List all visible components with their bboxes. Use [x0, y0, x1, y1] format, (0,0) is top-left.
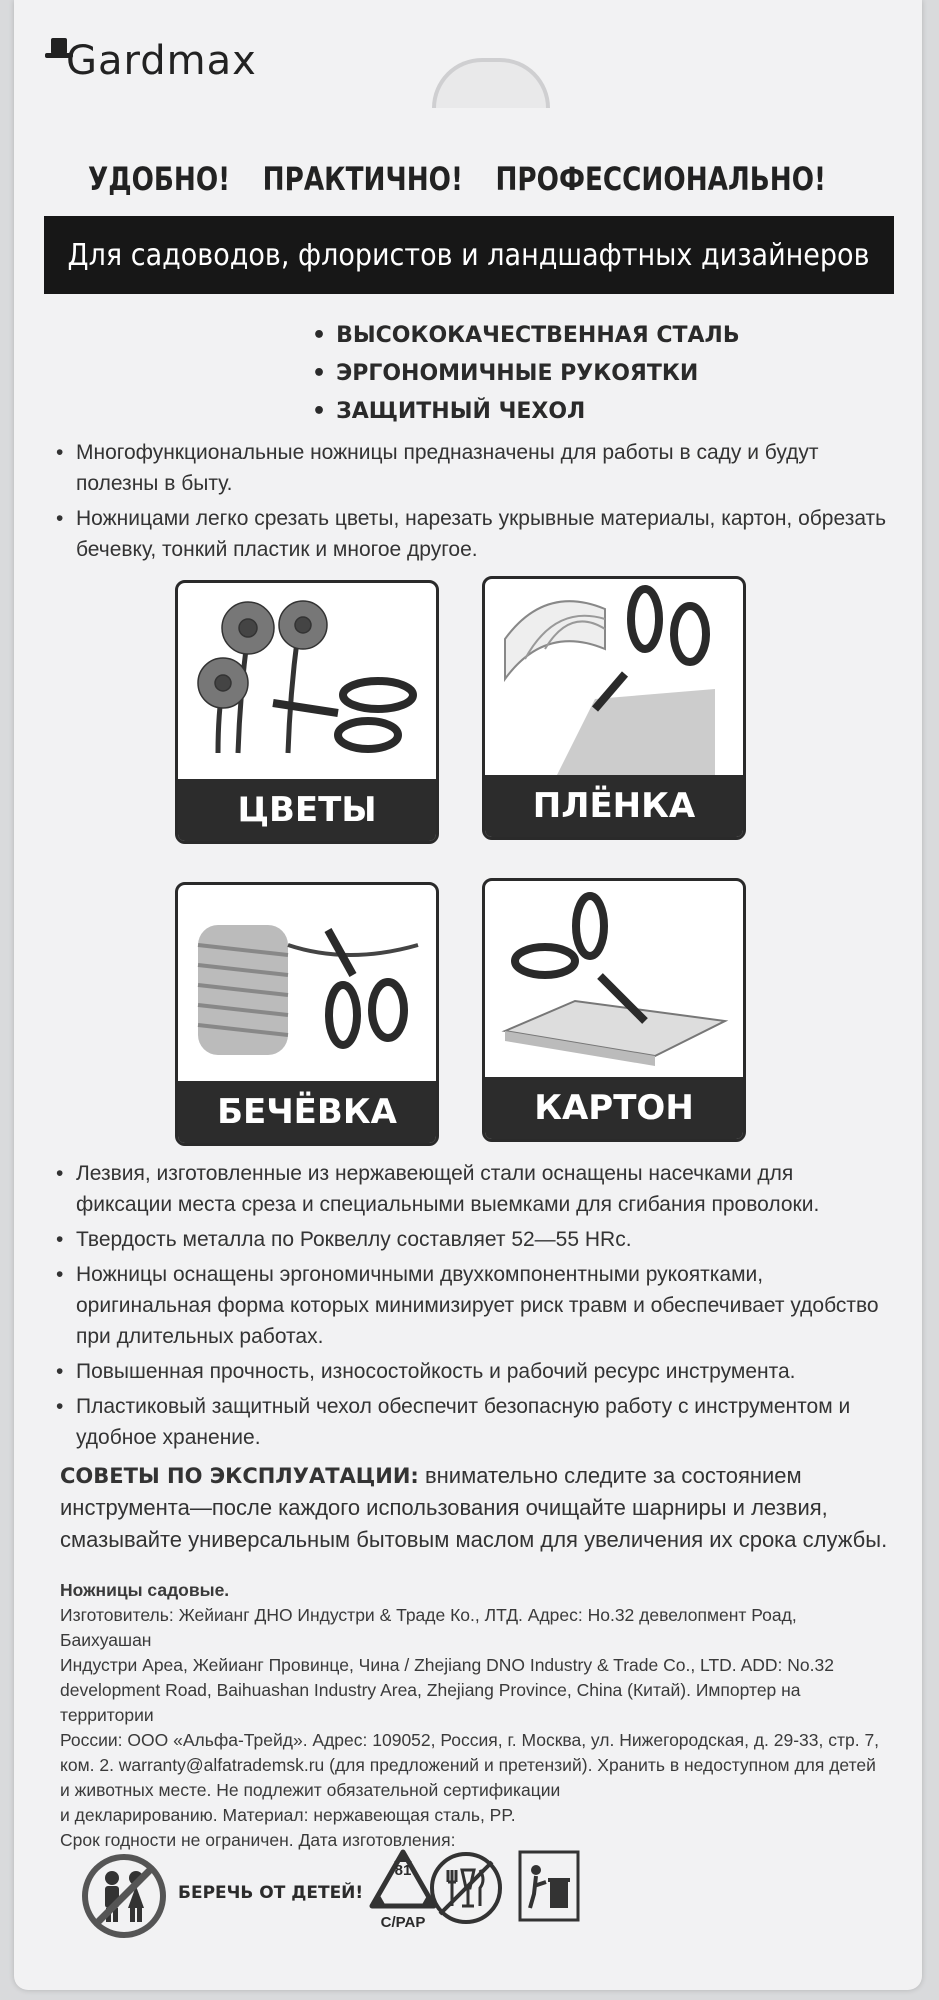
slogans	[88, 160, 826, 198]
list-item: • Лезвия, изготовленные из нержавеющей стали оснащены насечками для фиксации места среза и специальными выемками для сгибания проволоки.	[56, 1162, 820, 1216]
cardboard-scissors-icon	[485, 881, 743, 1081]
tile-label: БЕЧЁВКА	[178, 1081, 436, 1143]
tile-film	[482, 576, 746, 840]
fineprint-line: ком. 2. warranty@alfatrademsk.ru (для предложений и претензий). Хранить в недоступном для детей	[60, 1755, 876, 1775]
feature-item: • ЭРГОНОМИЧНЫЕ РУКОЯТКИ	[312, 354, 740, 392]
hang-hole	[432, 58, 550, 108]
feature-item: • ЗАЩИТНЫЙ ЧЕХОЛ	[312, 392, 740, 430]
list-item: • Ножницы оснащены эргономичными двухкомпонентными рукоятками, оригинальная форма которых минимизирует риск травм и обеспечивает удобство при длительных работах.	[56, 1263, 879, 1348]
list-item: • Многофункциональные ножницы предназначены для работы в саду и будут полезны в быту.	[56, 441, 819, 495]
list-item: • Твердость металла по Роквеллу составляет 52—55 HRc.	[56, 1228, 632, 1251]
fineprint-line: Индустри Ареа, Жейианг Провинце, Чина / Zhejiang DNO Industry & Trade Co., LTD. ADD: No.32	[60, 1655, 834, 1675]
tile-label: ЦВЕТЫ	[178, 779, 436, 841]
tile-label: ПЛЁНКА	[485, 775, 743, 837]
tips-text: внимательно следите за состоянием инструмента—после каждого использования очищайте шарниры и лезвия, смазывайте универсальным бытовым маслом для увеличения их срока службы.	[60, 1463, 888, 1552]
tile-label: КАРТОН	[485, 1077, 743, 1139]
fineprint-line: России: ООО «Альфа-Трейд». Адрес: 109052, Россия, г. Москва, ул. Нижегородская, д. 29-33, стр. 7,	[60, 1730, 880, 1750]
feature-item: • ВЫСОКОКАЧЕСТВЕННАЯ СТАЛЬ	[312, 316, 740, 354]
detail-bullets	[54, 1158, 894, 1457]
fineprint-line: и животных месте. Не подлежит обязательной сертификации	[60, 1780, 561, 1800]
audience-banner-text: Для садоводов, флористов и ландшафтных дизайнеров	[68, 237, 870, 273]
fineprint-line: Срок годности не ограничен. Дата изготовления:	[60, 1830, 456, 1850]
fineprint-line: Изготовитель: Жейианг ДНО Индустри & Траде Ко., ЛТД. Адрес: Но.32 девелопмент Роад, Баихуашан	[60, 1605, 797, 1650]
flowers-scissors-icon	[178, 583, 436, 783]
trash-bin-icon	[518, 1850, 580, 1927]
usage-tips	[60, 1460, 890, 1556]
brand-logo	[44, 36, 257, 84]
tile-flowers	[175, 580, 439, 844]
tile-cardboard	[482, 878, 746, 1142]
product-name: Ножницы садовые.	[60, 1580, 230, 1600]
feature-list	[312, 316, 740, 430]
no-children-icon	[78, 1850, 170, 1947]
slogan-professional: ПРОФЕССИОНАЛЬНО!	[495, 160, 826, 198]
twine-scissors-icon	[178, 885, 436, 1085]
slogan-practical: ПРАКТИЧНО!	[262, 160, 463, 198]
not-food-safe-icon	[428, 1850, 504, 1931]
keep-from-children-text: БЕРЕЧЬ ОТ ДЕТЕЙ!	[178, 1883, 364, 1903]
list-item: • Ножницами легко срезать цветы, нарезать укрывные материалы, картон, обрезать бечевку, тонкий пластик и многое другое.	[56, 507, 887, 561]
slogan-convenient: УДОБНО!	[88, 160, 231, 198]
recycle-material: C/PAP	[380, 1914, 426, 1931]
list-item: • Повышенная прочность, износостойкость и рабочий ресурс инструмента.	[56, 1360, 796, 1383]
list-item: • Пластиковый защитный чехол обеспечит безопасную работу с инструментом и удобное хранение.	[56, 1395, 851, 1449]
fineprint	[60, 1578, 890, 1853]
intro-bullets	[54, 437, 894, 569]
fineprint-line: и декларированию. Материал: нержавеющая сталь, PP.	[60, 1805, 516, 1825]
audience-banner	[44, 216, 894, 294]
tips-heading: СОВЕТЫ ПО ЭКСПЛУАТАЦИИ:	[60, 1464, 419, 1488]
fineprint-line: development Road, Baihuashan Industry Area, Zhejiang Province, China (Китай). Импортер на территории	[60, 1680, 801, 1725]
tile-twine	[175, 882, 439, 1146]
brand-name: Gardmax	[66, 38, 257, 84]
recycle-code: 81	[394, 1862, 412, 1879]
greenhouse-scissors-icon	[485, 579, 743, 779]
